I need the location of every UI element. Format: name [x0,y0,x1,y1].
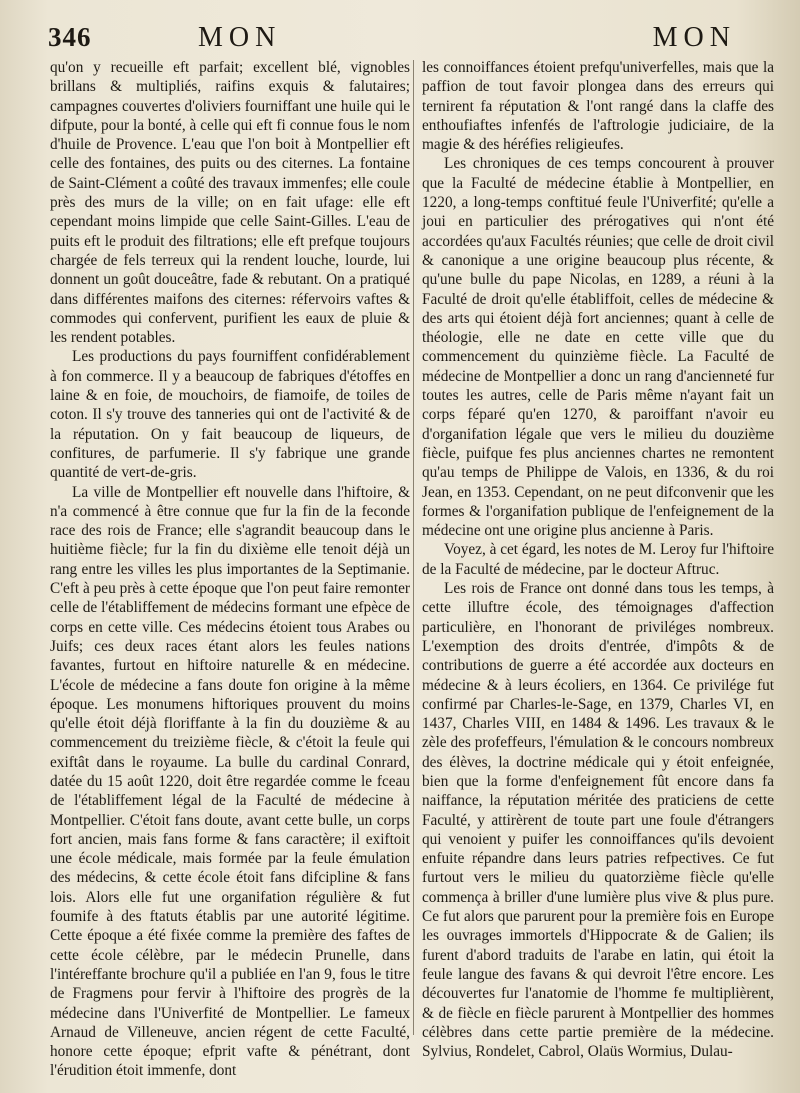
running-title-left: MON [198,22,282,53]
paragraph: Les productions du pays fourniffent confidérablement à fon commerce. Il y a beaucoup de fabriques d'étoffes en laine & en foie, de mouchoirs, de fiamoife, de toiles de coton. Il s'y trouve des tanneries qui ont de l'activité & de la réputation. On y fait beaucoup de liqueurs, de confitures, de parfumerie. Il s'y fabrique une grande quantité de vert-de-gris. [50,348,410,482]
page-header [48,22,774,56]
paragraph: Les rois de France ont donné dans tous les temps, à cette illuftre école, des témoignages d'affection particulière, en l'honorant de priviléges nombreux. L'exemption des droits d'entrée, d'impôts & de contributions de guerre a été accordée aux docteurs en médecine & à leurs écoliers, en 1364. Ce privilége fut confirmé par Charles-le-Sage, en 1379, Charles VI, en 1437, Charles VIII, en 1484 & 1496. Les travaux & le zèle des profeffeurs, l'émulation & le concours nombreux des élèves, la doctrine médicale qui y étoit enfeignée, bien que la forme d'enfeignement fût encore dans fa naiffance, la réputation méritée des praticiens de cette Faculté, y attirèrent de toute part une foule d'étrangers qui venoient y puifer les connoiffances qu'ils devoient enfuite répandre dans leurs patries refpectives. Ce fut furtout vers le milieu du quatorzième fiècle qu'elle commença à briller d'une lumière plus vive & plus pure. Ce fut alors que parurent pour la première fois en Europe les ouvrages immortels d'Hippocrate & de Galien; ils furent d'abord traduits de l'arabe en latin, qui étoit la feule langue des favans & qui devroit l'être encore. Les découvertes fur l'anatomie de l'homme fe multiplièrent, & de fiècle en fiècle parurent à Montpellier des hommes célèbres dans cette partie première de la médecine. Sylvius, Rondelet, Cabrol, Olaüs Wormius, Dulau- [422,580,774,1061]
column-divider [413,60,414,1035]
paragraph: les connoiffances étoient prefqu'univerfelles, mais que la paffion de tout favoir plongea dans des erreurs qui ternirent fa réputation & l'ont rangé dans la claffe des enthoufiaftes infenfés de l'aftrologie judiciaire, de la magie & des héréfies religieufes. [422,59,774,154]
paragraph: Les chroniques de ces temps concourent à prouver que la Faculté de médecine établie à Montpellier, en 1220, a long-temps conftitué feule l'Univerfité; qu'elle a joui en particulier des prérogatives qui n'ont été accordées qu'aux Facultés réunies; que celle de droit civil & canonique a une origine beaucoup plus récente, & qu'une bulle du pape Nicolas, en 1289, a réuni à la Faculté de droit qu'elle établiffoit, celles de médecine & des arts qui étoient déjà fort anciennes; quant à celle de théologie, elle ne date en cette ville que du commencement du quinzième fiècle. La Faculté de médecine de Montpellier a donc un rang d'ancienneté fur toutes les autres, celle de Paris même n'ayant fait un corps féparé qu'en 1270, & paroiffant n'avoir eu d'organifation légale que vers le milieu du douzième fiècle, puifque fes plus anciennes chartes ne remontent qu'au temps de Philippe de Valois, en 1336, & du roi Jean, en 1353. Cependant, on ne peut difconvenir que les formes & l'organifation publique de l'enfeignement de la médecine ont une origine plus ancienne à Paris. [422,155,774,540]
paragraph: qu'on y recueille eft parfait; excellent blé, vignobles brillans & multipliés, raifins exquis & falutaires; campagnes couvertes d'oliviers fourniffant une huile qui le difpute, pour la bonté, à celle qui eft fi connue fous le nom d'huile de Provence. L'eau que l'on boit à Montpellier eft celle des fontaines, des puits ou des citernes. La fontaine de Saint-Clément a coûté des travaux immenfes; elle coule près des murs de la ville; on en fait ufage: elle eft cependant moins limpide que celle Saint-Gilles. L'eau de puits eft le produit des filtrations; elle eft prefque toujours chargée de fels terreux qui la rendent louche, lourde, lui donnent un goût douceâtre, fade & rebutant. On a pratiqué dans différentes maifons des citernes: réfervoirs vaftes & commodes qui confervent, purifient les eaux de pluie & les rendent potables. [50,59,410,347]
page-number: 346 [48,22,92,52]
paragraph: Voyez, à cet égard, les notes de M. Leroy fur l'hiftoire de la Faculté de médecine, par le docteur Aftruc. [422,541,774,578]
right-column [422,58,774,1061]
paragraph: La ville de Montpellier eft nouvelle dans l'hiftoire, & n'a commencé à être connue que fur la fin de la feconde race des rois de France; elle s'agrandit beaucoup dans le huitième fiècle; fur la fin du dixième elle tenoit déjà un rang entre les villes les plus importantes de la Septimanie. C'eft à peu près à cette époque que l'on peut faire remonter celle de l'établiffement de médecins formant une efpèce de corps en cette ville. Ces médecins étoient tous Arabes ou Juifs; ces deux races étant alors les feules nations favantes, furtout en hiftoire naturelle & en médecine. L'école de médecine a fans doute fon origine à la même époque. Les monumens hiftoriques prouvent du moins qu'elle étoit déjà floriffante à la fin du douzième & au commencement du treizième fiècle, & c'étoit la feule qui exiftât dans le royaume. La bulle du cardinal Conrard, datée du 15 août 1220, doit être regardée comme le fceau de l'établiffement légal de la Faculté de médecine à Montpellier. C'étoit fans doute, avant cette bulle, un corps fort ancien, mais fans forme & fans caractère; il exiftoit une école médicale, mais formée par la feule émulation des médecins, & cette école étoit fans difcipline & fans lois. Alors elle fut une organifation régulière & fut foumife à des ftatuts établis par une autorité légitime. Cette époque a été fixée comme la première des faftes de cette école célèbre, par le médecin Prunelle, dans l'intéreffante brochure qu'il a publiée en l'an 9, fous le titre de Fragmens pour fervir à l'hiftoire des progrès de la médecine dans l'Univerfité de Montpellier. Le fameux Arnaud de Villeneuve, ancien régent de cette Faculté, honore cette époque; efprit vafte & pénétrant, dont l'érudition étoit immenfe, dont [50,483,410,1080]
running-title-right: MON [652,22,736,53]
left-column [50,58,410,1081]
